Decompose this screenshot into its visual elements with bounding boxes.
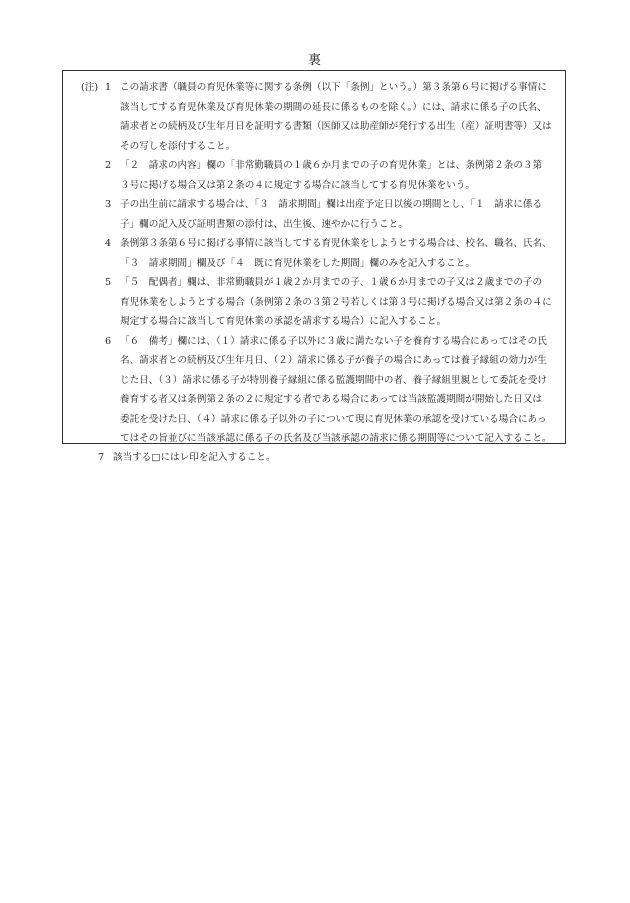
note-line: 該当する□にはレ印を記入すること。	[113, 452, 276, 463]
note-item-2	[120, 156, 542, 195]
note-item-6	[120, 332, 552, 449]
note-item-1	[120, 78, 547, 98]
note-line: その写しを添付すること。	[120, 140, 236, 152]
note-item-5	[120, 273, 552, 332]
note-number: 4	[105, 238, 112, 249]
note-number: 5	[105, 277, 112, 288]
note-line: 請求者との続柄及び生年月日を証明する書類（医師又は助産師が発行する出生（産）証明書等）又は	[120, 121, 552, 132]
note-line: 条例第３条第６号に掲げる事情に該当してする育児休業をしようとする場合は、校名、職名、氏名、	[120, 238, 552, 249]
notes-box	[62, 70, 566, 463]
note-line: 「２ 請求の内容」欄の「非常勤職員の１歳６か月までの子の育児休業」とは、条例第２条の３第	[120, 160, 543, 171]
page-heading: 裏	[307, 53, 322, 68]
note-line: てはその旨並びに当該承認に係る子の氏名及び当該承認の請求に係る期間等について記入すること。	[120, 433, 552, 444]
note-line: この請求書（職員の育児休業等に関する条例（以下「条例」という。）第３条第６号に掲げる事情に	[120, 82, 547, 93]
note-number: 1	[105, 82, 112, 93]
note-item-1-cont	[120, 98, 552, 157]
note-line: ３号に掲げる場合又は第２条の４に規定する場合に該当してする育児休業をいう。	[120, 179, 475, 191]
note-line: 育児休業をしようとする場合（条例第２条の３第２号若しくは第３号に掲げる場合又は第２条の４に	[120, 296, 552, 308]
note-line: 「３ 請求期間」欄及び「４ 既に育児休業をした期間」欄のみを記入すること。	[120, 257, 475, 269]
note-line: じた日、（３）請求に係る子が特別養子縁組に係る監護期間中の者、養子縁組里親として委託を受け	[120, 374, 547, 386]
note-number: 7	[98, 452, 105, 463]
note-item-3	[120, 195, 542, 234]
note-line: 子」欄の記入及び証明書類の添付は、出生後、速やかに行うこと。	[120, 218, 408, 230]
note-line: 子の出生前に請求する場合は、「３ 請求期間」欄は出産予定日以後の期間とし、「１ 請求に係る	[120, 199, 543, 210]
note-item-4	[120, 234, 552, 273]
note-line: 該当してする育児休業及び育児休業の期間の延長に係るものを除く。）には、請求に係る子の氏名、	[120, 101, 547, 113]
note-item-7	[113, 448, 276, 468]
note-line: 「５ 配偶者」欄は、非常勤職員が１歳２か月までの子、１歳６か月までの子又は２歳までの子の	[120, 277, 543, 288]
note-line: 名、請求者との続柄及び生年月日、（２）請求に係る子が養子の場合にあっては養子縁組の効力が生	[120, 355, 547, 366]
notes-prefix: (注)	[81, 82, 99, 93]
note-number: 3	[105, 199, 112, 210]
note-line: 「６ 備考」欄には、（１）請求に係る子以外に３歳に満たない子を養育する場合にあってはその氏	[120, 335, 547, 347]
note-line: 委託を受けた日、（４）請求に係る子以外の子について現に育児休業の承認を受けている場合にあっ	[120, 413, 547, 425]
note-line: 養育する者又は条例第２条の２に規定する者である場合にあっては当該監護期間が開始した日又は	[120, 394, 543, 405]
note-number: 2	[105, 160, 112, 171]
note-number: 6	[105, 335, 112, 347]
note-line: 規定する場合に該当して育児休業の承認を請求する場合）に記入すること。	[120, 316, 447, 327]
